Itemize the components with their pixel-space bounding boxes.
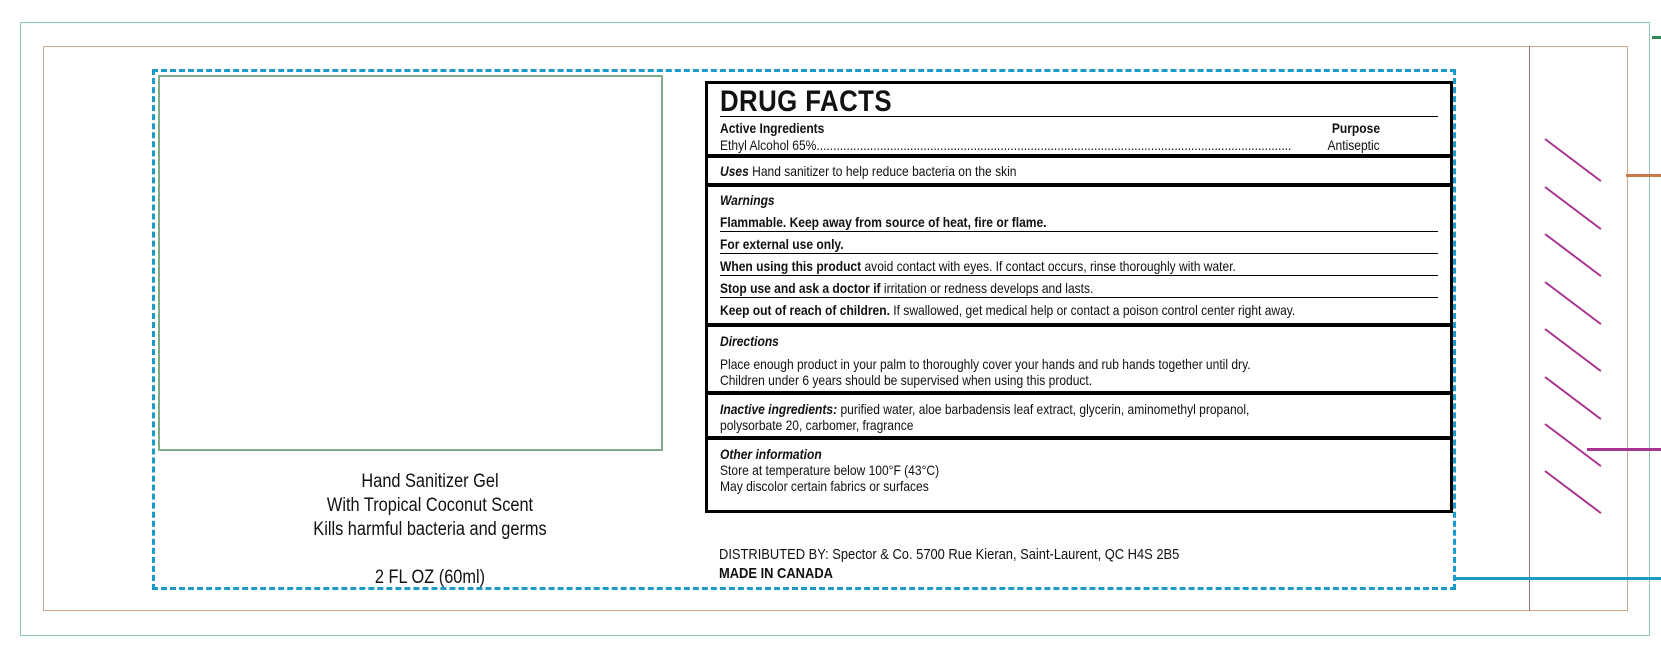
product-claim: Kills harmful bacteria and germs [313,519,547,540]
directions-line-1: Place enough product in your palm to thoroughly cover your hands and rub hands together until dry. [720,356,1251,372]
warnings-heading: Warnings [720,192,775,208]
flammable-warning: Flammable. Keep away from source of heat, fire or flame. [720,214,1047,230]
section-rule [708,391,1450,395]
product-name: Hand Sanitizer Gel [361,471,499,492]
section-rule [708,436,1450,440]
uses-section [720,163,1337,179]
other-information-line-1: Store at temperature below 100°F (43°C) [720,462,940,478]
external-use-warning: For external use only. [720,236,844,252]
distributed-by: DISTRIBUTED BY: Spector & Co. 5700 Rue Kieran, Saint-Laurent, QC H4S 2B5 [719,546,1180,563]
keep-out-heading: Keep out of reach of children. [720,302,890,318]
product-scent: With Tropical Coconut Scent [326,495,534,516]
made-in: MADE IN CANADA [719,565,833,582]
when-using-warning [720,258,1337,274]
purpose-heading: Purpose [1331,120,1380,136]
section-rule [708,323,1450,327]
stop-use-text: irritation or redness develops and lasts. [883,280,1094,296]
warning-rule [720,275,1438,276]
warning-rule [720,297,1438,298]
keep-out-warning [720,302,1337,318]
directions-line-2: Children under 6 years should be supervised when using this product. [720,372,1093,388]
magenta-marker [1587,448,1661,451]
when-using-text: avoid contact with eyes. If contact occurs, rinse thoroughly with water. [864,258,1236,274]
active-ingredient: Ethyl Alcohol 65% [720,137,817,153]
fold-line [1529,46,1530,611]
product-image-area [158,75,663,451]
warning-rule [720,253,1438,254]
purpose-value: Antiseptic [1327,137,1380,153]
inactive-ingredients-line-1 [720,401,1337,417]
uses-text: Hand sanitizer to help reduce bacteria on the skin [752,163,1017,179]
net-quantity: 2 FL OZ (60ml) [374,567,486,588]
section-rule [708,183,1450,187]
distribution-info [719,545,1254,583]
warning-rule [720,231,1438,232]
title-rule [720,116,1438,117]
section-rule [708,154,1450,158]
drug-facts-panel [705,81,1453,513]
other-information-heading: Other information [720,446,822,462]
blue-marker [1454,577,1661,580]
stop-use-warning [720,280,1337,296]
dot-leader: .............................................................................................................................................. [816,137,1292,153]
inactive-ingredients-line-2: polysorbate 20, carbomer, fragrance [720,417,914,433]
product-description [198,470,662,590]
active-ingredients-heading: Active Ingredients [720,120,825,136]
directions-heading: Directions [720,333,779,349]
stop-use-heading: Stop use and ask a doctor if [720,280,881,296]
inactive-heading: Inactive ingredients: [720,401,838,417]
other-information-line-2: May discolor certain fabrics or surfaces [720,478,929,494]
inactive-text-1: purified water, aloe barbadensis leaf extract, glycerin, aminomethyl propanol, [840,401,1250,417]
green-marker [1652,36,1661,39]
when-using-heading: When using this product [720,258,862,274]
drug-facts-title: DRUG FACTS [720,85,892,118]
uses-heading: Uses [720,163,749,179]
orange-marker [1626,174,1661,177]
keep-out-text: If swallowed, get medical help or contact a poison control center right away. [893,302,1296,318]
